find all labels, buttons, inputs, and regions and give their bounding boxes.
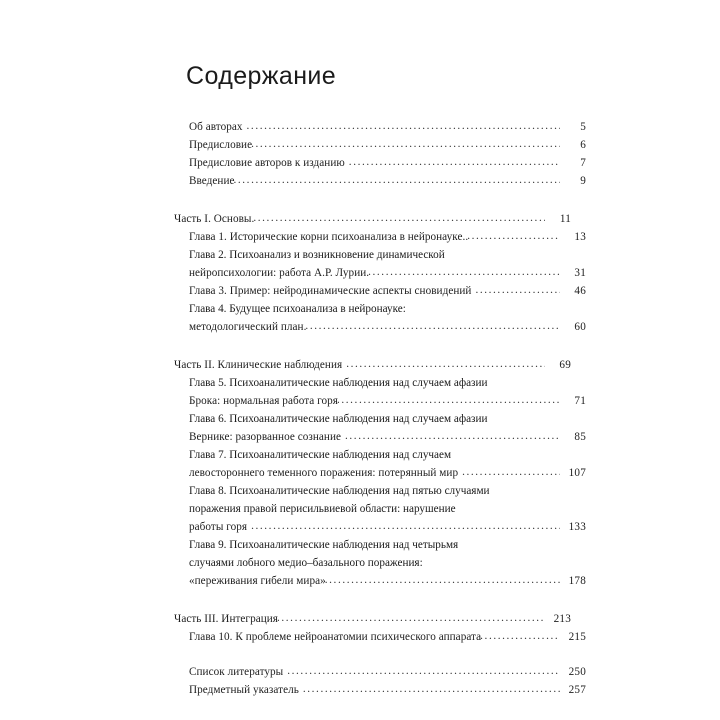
toc-entry-label: Часть III. Интеграция: [174, 613, 278, 625]
dot-leader: [346, 360, 545, 374]
toc-entry-label: Об авторах: [189, 121, 243, 133]
toc-chapter-line: случаями лобного медио–базального поражения:: [189, 557, 423, 569]
toc-entry-chapter[interactable]: [174, 392, 586, 410]
dot-leader: [368, 268, 560, 282]
toc-entry-page-number: 178: [568, 575, 586, 587]
toc-entry-back-matter[interactable]: [174, 681, 586, 699]
dot-leader: [303, 685, 560, 699]
toc-entry-page-number: 31: [574, 267, 586, 279]
toc-entry-chapter[interactable]: [174, 318, 586, 336]
toc-entry-label: Предметный указатель: [189, 684, 299, 696]
toc-entry-page-number: 46: [574, 285, 586, 297]
toc-entry-front-matter[interactable]: [174, 118, 586, 136]
toc-entry-label: Глава 10. К проблеме нейроанатомии психического аппарата: [189, 631, 482, 643]
toc-entry-label: левостороннего теменного поражения: потерянный мир: [189, 467, 459, 479]
toc-chapter-line: Глава 8. Психоаналитические наблюдения над пятью случаями: [189, 485, 490, 497]
toc-chapter-block[interactable]: [174, 282, 586, 300]
dot-leader: [234, 176, 561, 190]
parts-group: [174, 210, 586, 646]
dot-leader: [475, 286, 560, 300]
dot-leader: [251, 140, 560, 154]
toc-entry-page-number: 11: [559, 213, 571, 225]
toc-entry-part-heading[interactable]: [174, 610, 571, 628]
toc-chapter-block[interactable]: [174, 246, 586, 282]
toc-entry-label: методологический план.: [189, 321, 307, 333]
toc-entry-chapter[interactable]: [174, 628, 586, 646]
toc-chapter-line: Глава 2. Психоанализ и возникновение динамической: [189, 249, 445, 261]
toc-entry-page-number: 107: [568, 467, 586, 479]
toc-entry-page-number: 69: [559, 359, 571, 371]
toc-entry-page-number: 257: [568, 684, 586, 696]
toc-chapter-block[interactable]: [174, 628, 586, 646]
toc-chapter-line: Глава 9. Психоаналитические наблюдения над четырьмя: [189, 539, 459, 551]
dot-leader: [325, 576, 560, 590]
toc-chapter-line: Глава 7. Психоаналитические наблюдения над случаем: [189, 449, 452, 461]
dot-leader: [345, 432, 560, 446]
toc-entry-part-heading[interactable]: [174, 210, 571, 228]
toc-entry-page-number: 85: [574, 431, 586, 443]
toc-entry-label: Брока: нормальная работа горя: [189, 395, 338, 407]
toc-entry-page-number: 250: [568, 666, 586, 678]
toc-chapter-line: Глава 4. Будущее психоанализа в нейронауке:: [189, 303, 406, 315]
toc-entry-label: «переживания гибели мира»: [189, 575, 326, 587]
toc-list: [174, 118, 586, 699]
toc-entry-label: Предисловие: [189, 139, 253, 151]
toc-entry-page-number: 71: [574, 395, 586, 407]
toc-entry-page-number: 13: [574, 231, 586, 243]
toc-entry-label: Часть II. Клинические наблюдения: [174, 359, 343, 371]
toc-entry-part-heading[interactable]: [174, 356, 571, 374]
dot-leader: [251, 522, 560, 536]
toc-entry-front-matter[interactable]: [174, 172, 586, 190]
spacer: [174, 336, 571, 356]
toc-entry-label: работы горя: [189, 521, 248, 533]
front-matter-group: [174, 118, 586, 190]
toc-entry-page-number: 9: [580, 175, 586, 187]
dot-leader: [247, 122, 560, 136]
toc-chapter-line: Глава 5. Психоаналитические наблюдения над случаем афазии: [189, 377, 488, 389]
dot-leader: [349, 158, 560, 172]
toc-entry-page-number: 215: [568, 631, 586, 643]
toc-entry-label: Список литературы: [189, 666, 284, 678]
dot-leader: [467, 232, 560, 246]
dot-leader: [462, 468, 560, 482]
toc-entry-front-matter[interactable]: [174, 136, 586, 154]
toc-entry-chapter[interactable]: [174, 282, 586, 300]
toc-entry-chapter[interactable]: [174, 228, 586, 246]
toc-entry-page-number: 7: [580, 157, 586, 169]
toc-entry-page-number: 213: [553, 613, 571, 625]
toc-entry-label: Глава 1. Исторические корни психоанализа в нейронауке..: [189, 231, 469, 243]
back-matter-group: [174, 663, 586, 699]
toc-chapter-line: поражения правой перисильвиевой области: нарушение: [189, 503, 456, 515]
dot-leader: [287, 667, 560, 681]
toc-chapter-block[interactable]: [174, 482, 586, 536]
toc-chapter-block[interactable]: [174, 446, 586, 482]
dot-leader: [337, 396, 560, 410]
spacer: [174, 646, 571, 663]
toc-chapter-block[interactable]: [174, 300, 586, 336]
spacer: [174, 590, 571, 610]
dot-leader: [305, 322, 560, 336]
toc-entry-label: Вернике: разорванное сознание: [189, 431, 342, 443]
dot-leader: [253, 214, 545, 228]
toc-entry-page-number: 133: [568, 521, 586, 533]
spacer: [174, 190, 571, 210]
toc-entry-back-matter[interactable]: [174, 663, 586, 681]
toc-entry-page-number: 5: [580, 121, 586, 133]
toc-entry-chapter[interactable]: [174, 572, 586, 590]
toc-entry-label: Глава 3. Пример: нейродинамические аспекты сновидений: [189, 285, 472, 297]
toc-entry-chapter[interactable]: [174, 264, 586, 282]
toc-entry-chapter[interactable]: [174, 464, 586, 482]
toc-chapter-line: Глава 6. Психоаналитические наблюдения над случаем афазии: [189, 413, 488, 425]
toc-chapter-block[interactable]: [174, 410, 586, 446]
toc-entry-page-number: 60: [574, 321, 586, 333]
page-title: Содержание: [186, 62, 337, 90]
toc-chapter-block[interactable]: [174, 374, 586, 410]
toc-entry-page-number: 6: [580, 139, 586, 151]
toc-entry-label: Предисловие авторов к изданию: [189, 157, 345, 169]
toc-chapter-block[interactable]: [174, 228, 586, 246]
toc-entry-label: Введение: [189, 175, 235, 187]
toc-entry-front-matter[interactable]: [174, 154, 586, 172]
toc-entry-chapter[interactable]: [174, 518, 586, 536]
toc-chapter-block[interactable]: [174, 536, 586, 590]
toc-entry-label: Часть I. Основы.: [174, 213, 255, 225]
dot-leader: [480, 632, 560, 646]
toc-entry-label: нейропсихологии: работа А.Р. Лурии.: [189, 267, 370, 279]
toc-entry-chapter[interactable]: [174, 428, 586, 446]
dot-leader: [277, 614, 545, 628]
